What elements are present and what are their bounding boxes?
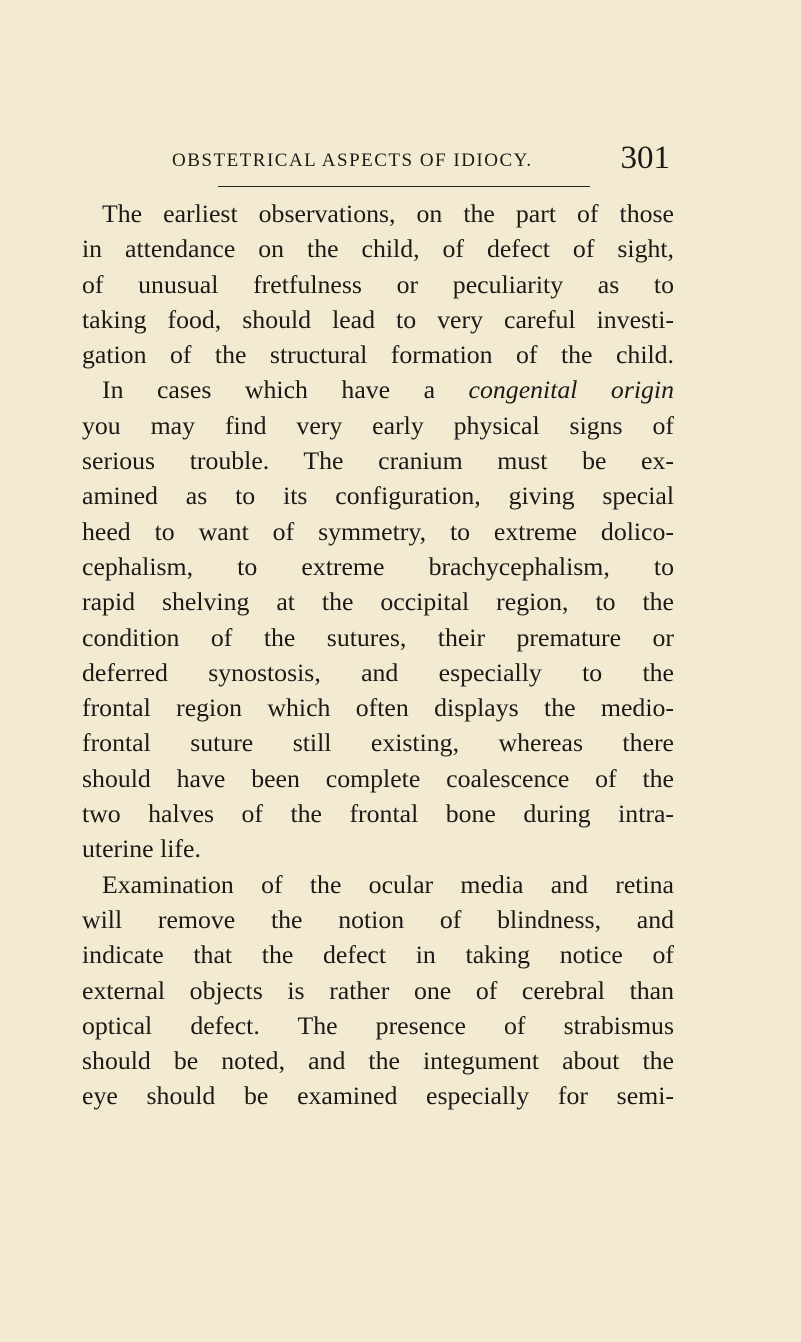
text-line: should have been complete coalescence of the [82, 763, 674, 793]
text-line: you may find very early physical signs of [82, 410, 674, 440]
header-rule [218, 186, 590, 187]
body-text [82, 196, 674, 1114]
text-line: indicate that the defect in taking notice of [82, 940, 674, 970]
text-line: serious trouble. The cranium must be ex- [82, 446, 674, 476]
text-line: deferred synostosis, and especially to the [82, 657, 674, 687]
text-line: of unusual fretfulness or peculiarity as to [82, 269, 674, 299]
text-line: amined as to its configuration, giving special [82, 481, 674, 511]
text-line: eye should be examined especially for semi- [82, 1081, 674, 1111]
text-line: condition of the sutures, their premature or [82, 622, 674, 652]
text-line: taking food, should lead to very careful investi- [82, 304, 674, 334]
text-line: cephalism, to extreme brachycephalism, to [82, 551, 674, 581]
text-line: uterine life. [82, 834, 201, 864]
text-line: two halves of the frontal bone during intra- [82, 799, 674, 829]
text-line: heed to want of symmetry, to extreme dolico- [82, 516, 674, 546]
page-number: 301 [620, 140, 670, 176]
text-line: optical defect. The presence of strabismus [82, 1010, 674, 1040]
text-line: will remove the notion of blindness, and [82, 904, 674, 934]
text-line: external objects is rather one of cerebral than [82, 975, 674, 1005]
emphasis: congenital origin [468, 375, 674, 405]
text-line: should be noted, and the integument about the [82, 1046, 674, 1076]
text-line: in attendance on the child, of defect of sight, [82, 234, 674, 264]
text-line: Examination of the ocular media and retina [102, 869, 674, 899]
text-line: frontal suture still existing, whereas there [82, 728, 674, 758]
running-title: OBSTETRICAL ASPECTS OF IDIOCY. [172, 150, 533, 171]
text-line: frontal region which often displays the medio- [82, 693, 674, 723]
running-head [170, 140, 670, 180]
text-line: gation of the structural formation of the child. [82, 340, 674, 370]
text-line: In cases which have a congenital origin [102, 375, 674, 405]
text-line: rapid shelving at the occipital region, to the [82, 587, 674, 617]
text-line: The earliest observations, on the part of those [102, 199, 674, 228]
